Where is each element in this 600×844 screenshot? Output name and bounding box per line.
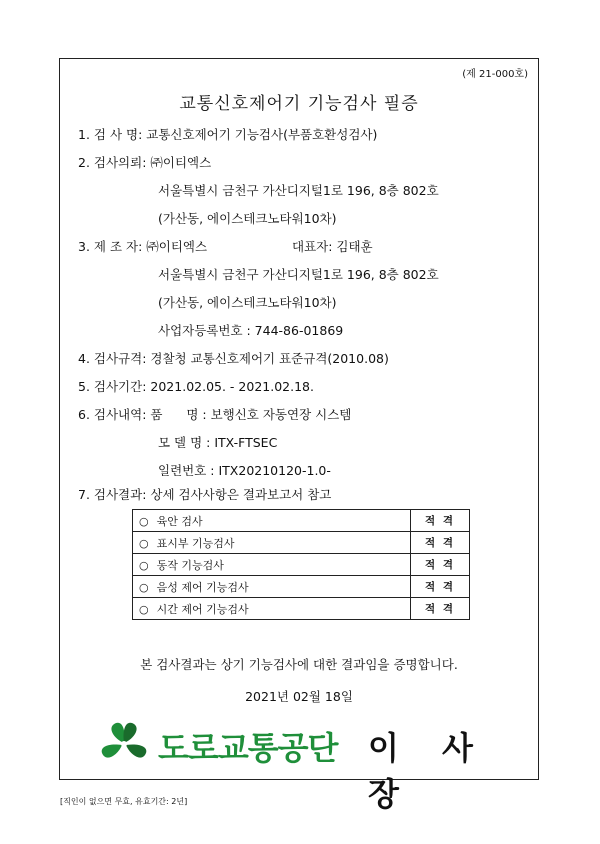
inspection-name-row (78, 125, 377, 143)
manufacturer-reg-no: 사업자등록번호 : 744-86-01869 (158, 323, 344, 338)
test-name-cell (133, 532, 411, 554)
manufacturer-row (78, 237, 207, 255)
table-row (133, 554, 470, 576)
clover-logo-icon (96, 719, 152, 771)
inspection-name-value: 교통신호제어기 기능검사(부품호환성검사) (146, 127, 378, 142)
test-name-cell (133, 510, 411, 532)
result-value: 상세 검사사항은 결과보고서 참고 (150, 487, 332, 502)
serial-label: 일련번호 (158, 463, 207, 478)
test-name-cell (133, 554, 411, 576)
product-value: : 보행신호 자동연장 시스템 (202, 407, 352, 422)
signatory-role: 이 사 장 (368, 729, 489, 813)
issue-date: 2021년 02월 18일 (245, 689, 353, 704)
result-label: 7. 검사결과: (78, 487, 147, 502)
requester-address2: (가산동, 에이스테크노타워10차) (158, 211, 337, 226)
manufacturer-ceo: 대표자: 김태훈 (292, 239, 373, 254)
result-row (78, 485, 331, 503)
table-row (133, 576, 470, 598)
standard-row (78, 349, 389, 367)
requester-label: 2. 검사의뢰: (78, 155, 147, 170)
bullet-icon: ○ (139, 580, 149, 594)
test-name: 표시부 기능검사 (156, 536, 235, 550)
period-row (78, 377, 314, 395)
bullet-icon: ○ (139, 536, 149, 550)
test-result: 적 격 (411, 510, 470, 532)
closing-statement: 본 검사결과는 상기 기능검사에 대한 결과임을 증명합니다. (140, 657, 458, 672)
model-label: 모 델 명 (158, 435, 203, 450)
standard-label: 4. 검사규격: (78, 351, 147, 366)
validity-note: [직인이 없으면 무효, 유효기간: 2년] (60, 797, 188, 806)
details-label: 6. 검사내역: (78, 407, 147, 422)
period-value: 2021.02.05. - 2021.02.18. (150, 379, 314, 394)
test-result: 적 격 (411, 532, 470, 554)
manufacturer-label: 3. 제 조 자: (78, 239, 143, 254)
results-table (132, 509, 470, 620)
bullet-icon: ○ (139, 514, 149, 528)
org-name: 도로교통공단 (158, 729, 338, 767)
test-name-cell (133, 598, 411, 620)
page-title: 교통신호제어기 기능검사 필증 (179, 94, 419, 114)
test-name: 음성 제어 기능검사 (156, 580, 249, 594)
model-row (158, 433, 277, 451)
table-row (133, 598, 470, 620)
standard-value: 경찰청 교통신호제어기 표준규격(2010.08) (150, 351, 389, 366)
test-name: 시간 제어 기능검사 (156, 602, 249, 616)
serial-row (158, 461, 331, 479)
inspection-name-label: 1. 검 사 명: (78, 127, 143, 142)
bullet-icon: ○ (139, 558, 149, 572)
requester-row (78, 153, 211, 171)
period-label: 5. 검사기간: (78, 379, 147, 394)
test-name-cell (133, 576, 411, 598)
table-row (133, 510, 470, 532)
serial-value: : ITX20210120-1.0- (210, 463, 331, 478)
model-value: : ITX-FTSEC (206, 435, 278, 450)
requester-company: ㈜이티엑스 (150, 155, 212, 170)
bullet-icon: ○ (139, 602, 149, 616)
test-name: 동작 기능검사 (156, 558, 224, 572)
manufacturer-address1: 서울특별시 금천구 가산디지털1로 196, 8층 802호 (158, 267, 439, 282)
manufacturer-company: ㈜이티엑스 (146, 239, 208, 254)
test-name: 육안 검사 (156, 514, 203, 528)
certificate-number: (제 21-000호) (462, 69, 528, 80)
product-label: 품 명 (150, 407, 199, 422)
manufacturer-address2: (가산동, 에이스테크노타워10차) (158, 295, 337, 310)
details-row (78, 405, 351, 423)
requester-address1: 서울특별시 금천구 가산디지털1로 196, 8층 802호 (158, 183, 439, 198)
test-result: 적 격 (411, 554, 470, 576)
table-row (133, 532, 470, 554)
test-result: 적 격 (411, 598, 470, 620)
test-result: 적 격 (411, 576, 470, 598)
